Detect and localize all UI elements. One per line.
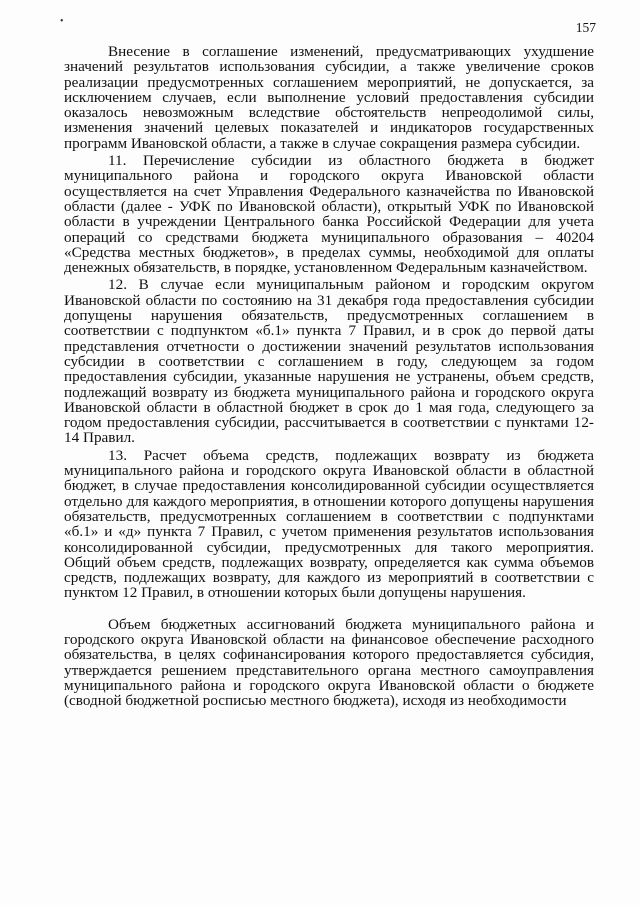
paragraph-budget-allocations: Объем бюджетных ассигнований бюджета муниципального района и городского округа Ивановской области на финансовое обеспечение расходного обязательства, в целях софинансирования которого предоставляется субсидия, утверждается решением представительного органа местного самоуправления муниципального района и городского округа Ивановской области о бюджете (сводной бюджетной росписью местного бюджета), исходя из необходимости — [64, 615, 594, 710]
page-number: 157 — [575, 20, 596, 35]
paragraph-13: 13. Расчет объема средств, подлежащих возврату из бюджета муниципального района и городского округа Ивановской области в областной бюджет, в случае предоставления консолидированной субсидии осуществляется отдельно для каждого мероприятия, в отношении которого допущены нарушения обязательств, предусмотренных соглашением в соответствии с подпунктами «б.1» и «д» пункта 7 Правил, с учетом применения результатов использования консолидированной субсидии, предусмотренных для такого мероприятия. Общий объем средств, подлежащих возврату, определяется как сумма объемов средств, подлежащих возврату, для каждого из мероприятий в соответствии с пунктом 12 Правил, в отношении которых были допущены нарушения. — [64, 446, 594, 602]
paragraph-11: 11. Перечисление субсидии из областного бюджета в бюджет муниципального района и городского округа Ивановской области осуществляется на счет Управления Федерального казначейства по Ивановской области (далее - УФК по Ивановской области), открытый УФК по Ивановской области в учреждении Центрального банка Российской Федерации для учета операций со средствами бюджета муниципального образования – 40204 «Средства местных бюджетов», в пределах суммы, необходимой для оплаты денежных обязательств, в порядке, установленном Федеральным казначейством. — [64, 152, 594, 277]
paragraph-amendments: Внесение в соглашение изменений, предусматривающих ухудшение значений результатов использования субсидии, а также увеличение сроков реализации предусмотренных соглашением мероприятий, не допускается, за исключением случаев, если выполнение условий предоставления субсидии оказалось невозможным вследствие обстоятельств непреодолимой силы, изменения значений целевых показателей и индикаторов государственных программ Ивановской области, а также в случае сокращения размера субсидии. — [64, 43, 594, 152]
scan-mark: • — [60, 16, 64, 27]
paragraph-12: 12. В случае если муниципальным районом и городским округом Ивановской области по состоянию на 31 декабря года предоставления субсидии допущены нарушения обязательств, предусмотренных соглашением в соответствии с подпунктом «б.1» пункта 7 Правил, и в срок до первой даты представления отчетности о достижении значений результатов использования субсидии в соответствии с соглашением в году, следующем за годом предоставления субсидии, указанные нарушения не устранены, объем средств, подлежащий возврату из бюджета муниципального района и городского округа Ивановской области в областной бюджет в срок до 1 мая года, следующего за годом предоставления субсидии, рассчитывается в соответствии с пунктами 12-14 Правил. — [64, 276, 594, 447]
document-body — [64, 44, 594, 708]
